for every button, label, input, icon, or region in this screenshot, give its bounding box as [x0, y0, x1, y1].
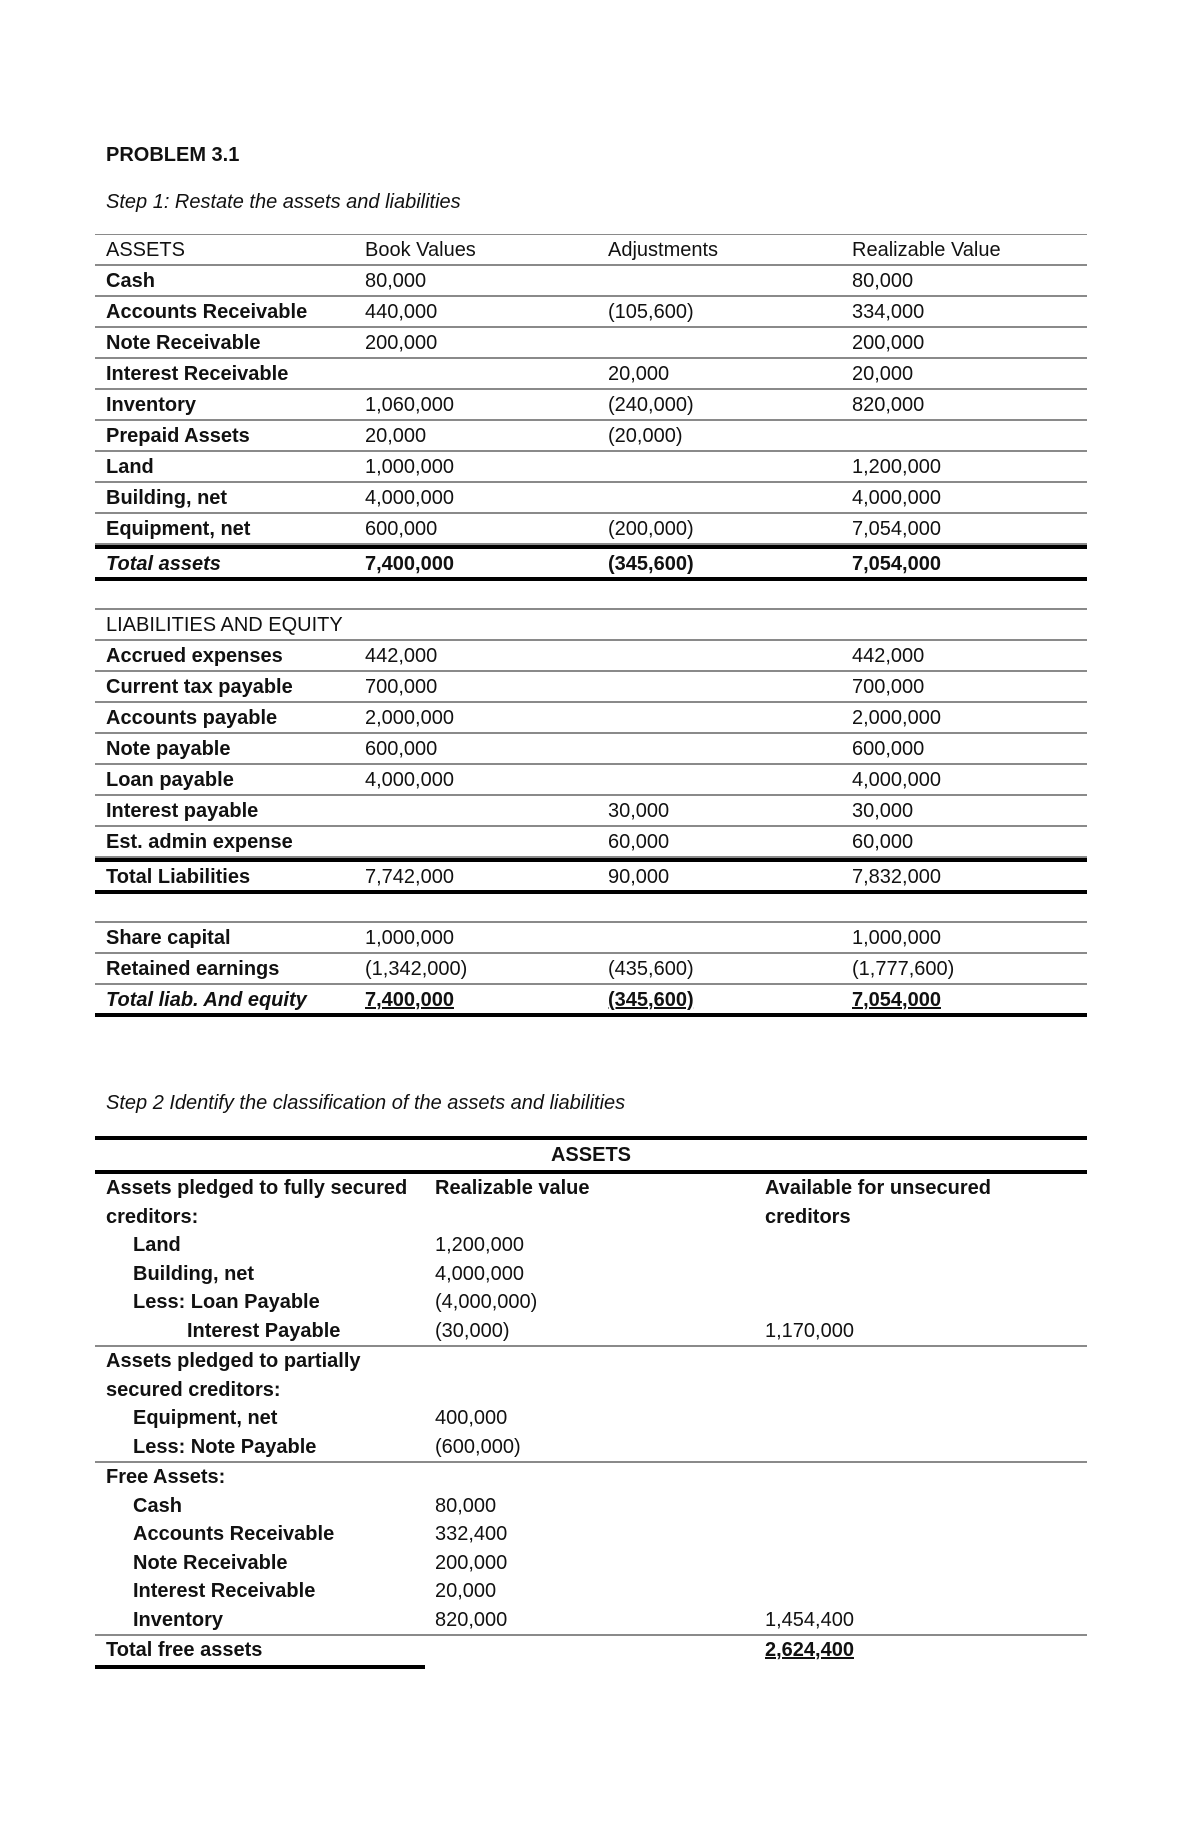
interest-payable-row [95, 1317, 1087, 1346]
free-asset-row [95, 1492, 1087, 1521]
col-header-realizable-value: Realizable Value [852, 239, 1001, 261]
total-liab-equity-book: 7,400,000 [365, 989, 454, 1011]
liability-row [95, 796, 1087, 827]
liability-realizable-value: 2,000,000 [852, 707, 941, 729]
equity-rows [95, 923, 1087, 985]
loan-payable-value: (4,000,000) [435, 1291, 538, 1313]
free-asset-label: Note Receivable [133, 1551, 288, 1574]
col-header-book-values: Book Values [365, 239, 476, 261]
liability-rows [95, 641, 1087, 858]
liability-row [95, 827, 1087, 858]
fully-secured-row-2 [95, 1203, 1087, 1232]
liability-book-value: 700,000 [365, 676, 438, 698]
liability-row [95, 641, 1087, 672]
liability-row [95, 765, 1087, 796]
liability-label: Accrued expenses [106, 645, 283, 667]
asset-label: Prepaid Assets [106, 425, 250, 447]
building-value: 4,000,000 [435, 1262, 524, 1285]
free-asset-value: 200,000 [435, 1551, 508, 1574]
asset-realizable-value: 200,000 [852, 332, 925, 354]
asset-realizable-value: 20,000 [852, 363, 914, 385]
asset-realizable-value: 1,200,000 [852, 456, 941, 478]
equipment-value: 400,000 [435, 1407, 508, 1429]
asset-row [95, 421, 1087, 452]
spacer-row [95, 894, 1087, 923]
asset-row [95, 328, 1087, 359]
equipment-row [95, 1404, 1087, 1433]
free-assets-header: Free Assets: [106, 1466, 226, 1488]
liability-adjustment: 60,000 [608, 831, 670, 853]
asset-row [95, 483, 1087, 514]
free-asset-row [95, 1577, 1087, 1606]
fully-secured-available: 1,170,000 [765, 1319, 854, 1342]
total-liabilities-realizable: 7,832,000 [852, 866, 941, 888]
equity-book-value: 1,000,000 [365, 927, 454, 949]
restated-balance-table [95, 234, 1087, 1017]
table-header-row [95, 235, 1087, 266]
liability-label: Current tax payable [106, 676, 293, 698]
liability-realizable-value: 700,000 [852, 676, 925, 698]
total-liabilities-book: 7,742,000 [365, 866, 454, 888]
asset-book-value: 20,000 [365, 425, 427, 447]
free-asset-label: Interest Receivable [133, 1580, 316, 1602]
partial-secured-row-2 [95, 1376, 1087, 1405]
total-liab-equity-row [95, 985, 1087, 1017]
asset-label: Accounts Receivable [106, 301, 308, 323]
asset-book-value: 200,000 [365, 332, 438, 354]
building-label: Building, net [133, 1262, 255, 1285]
asset-row [95, 514, 1087, 545]
total-liabilities-adjust: 90,000 [608, 866, 670, 888]
interest-payable-value: (30,000) [435, 1319, 510, 1342]
liability-adjustment: 30,000 [608, 800, 670, 822]
liability-label: Note payable [106, 738, 231, 760]
equity-realizable-value: 1,000,000 [852, 927, 941, 949]
liability-row [95, 703, 1087, 734]
building-row [95, 1260, 1087, 1289]
liability-book-value: 442,000 [365, 645, 438, 667]
problem-title: PROBLEM 3.1 [106, 144, 240, 166]
liability-realizable-value: 60,000 [852, 831, 914, 853]
liability-label: Accounts payable [106, 707, 278, 729]
asset-realizable-value: 820,000 [852, 394, 925, 416]
asset-row [95, 297, 1087, 328]
free-asset-value: 820,000 [435, 1608, 508, 1631]
free-asset-label: Accounts Receivable [133, 1523, 335, 1545]
step2-heading: Step 2 Identify the classification of the assets and liabilities [106, 1092, 626, 1114]
land-label: Land [133, 1234, 181, 1256]
asset-realizable-value: 7,054,000 [852, 518, 941, 540]
asset-rows [95, 266, 1087, 545]
free-assets-header-row [95, 1463, 1087, 1492]
total-liabilities-label: Total Liabilities [106, 866, 251, 888]
asset-book-value: 80,000 [365, 270, 427, 292]
liability-book-value: 4,000,000 [365, 769, 454, 791]
equipment-label: Equipment, net [133, 1407, 278, 1429]
fully-secured-label-2: creditors: [106, 1205, 199, 1228]
col-header-adjustments: Adjustments [608, 239, 719, 261]
liability-label: Loan payable [106, 769, 234, 791]
col-available-line1: Available for unsecured [765, 1177, 991, 1199]
asset-label: Inventory [106, 394, 197, 416]
liability-label: Est. admin expense [106, 831, 293, 853]
equity-book-value: (1,342,000) [365, 958, 468, 980]
total-liabilities-row [95, 858, 1087, 894]
liability-row [95, 672, 1087, 703]
asset-label: Building, net [106, 487, 228, 509]
total-liab-equity-realizable: 7,054,000 [852, 989, 941, 1011]
note-payable-row [95, 1433, 1087, 1462]
free-asset-available: 1,454,400 [765, 1608, 854, 1631]
liabilities-header: LIABILITIES AND EQUITY [106, 614, 343, 636]
section-header-assets: ASSETS [550, 1144, 632, 1166]
fully-secured-label: Assets pledged to fully secured [106, 1177, 408, 1199]
partial-secured-label-2: secured creditors: [106, 1378, 281, 1401]
total-free-underline [95, 1665, 425, 1669]
asset-book-value: 600,000 [365, 518, 438, 540]
asset-adjustment: (240,000) [608, 394, 694, 416]
free-asset-value: 80,000 [435, 1494, 497, 1517]
asset-row [95, 452, 1087, 483]
spacer-row [95, 581, 1087, 610]
asset-label: Interest Receivable [106, 363, 289, 385]
free-asset-value: 332,400 [435, 1523, 508, 1545]
asset-book-value: 1,000,000 [365, 456, 454, 478]
total-free-assets-row [95, 1636, 1087, 1665]
asset-label: Equipment, net [106, 518, 251, 540]
partial-secured-row [95, 1347, 1087, 1376]
free-asset-row [95, 1549, 1087, 1578]
liability-realizable-value: 442,000 [852, 645, 925, 667]
liability-row [95, 734, 1087, 765]
equity-adjustment: (435,600) [608, 958, 694, 980]
free-asset-label: Inventory [133, 1608, 224, 1631]
note-payable-value: (600,000) [435, 1435, 521, 1458]
free-asset-row [95, 1606, 1087, 1635]
total-assets-row [95, 545, 1087, 581]
classification-table [95, 1136, 1087, 1669]
total-free-assets-label: Total free assets [106, 1639, 263, 1661]
free-asset-rows [95, 1492, 1087, 1635]
asset-realizable-value: 80,000 [852, 270, 914, 292]
asset-label: Note Receivable [106, 332, 261, 354]
liability-realizable-value: 4,000,000 [852, 769, 941, 791]
total-liab-equity-adjust: (345,600) [608, 989, 694, 1011]
asset-label: Land [106, 456, 154, 478]
asset-row [95, 359, 1087, 390]
asset-row [95, 390, 1087, 421]
liability-book-value: 600,000 [365, 738, 438, 760]
fully-secured-row [95, 1174, 1087, 1203]
equity-row [95, 923, 1087, 954]
loan-payable-row [95, 1288, 1087, 1317]
asset-adjustment: (200,000) [608, 518, 694, 540]
liabilities-header-row [95, 610, 1087, 641]
asset-label: Cash [106, 270, 155, 292]
asset-row [95, 266, 1087, 297]
asset-adjustment: (105,600) [608, 301, 694, 323]
equity-realizable-value: (1,777,600) [852, 958, 955, 980]
asset-realizable-value: 4,000,000 [852, 487, 941, 509]
col-header-assets: ASSETS [106, 239, 185, 261]
equity-row [95, 954, 1087, 985]
free-asset-row [95, 1520, 1087, 1549]
step1-heading: Step 1: Restate the assets and liabilities [106, 191, 461, 213]
total-assets-label: Total assets [106, 553, 221, 575]
asset-adjustment: 20,000 [608, 363, 670, 385]
total-free-assets-value: 2,624,400 [765, 1639, 854, 1661]
total-liab-equity-label: Total liab. And equity [106, 989, 307, 1011]
note-payable-label: Less: Note Payable [133, 1435, 317, 1458]
asset-book-value: 440,000 [365, 301, 438, 323]
free-asset-label: Cash [133, 1494, 182, 1517]
liability-book-value: 2,000,000 [365, 707, 454, 729]
loan-payable-label: Less: Loan Payable [133, 1291, 320, 1313]
total-assets-adjust: (345,600) [608, 553, 694, 575]
asset-book-value: 1,060,000 [365, 394, 454, 416]
section-header [95, 1140, 1087, 1170]
asset-adjustment: (20,000) [608, 425, 683, 447]
interest-payable-label: Interest Payable [187, 1319, 341, 1342]
total-assets-realizable: 7,054,000 [852, 553, 941, 575]
land-value: 1,200,000 [435, 1234, 524, 1256]
total-assets-book: 7,400,000 [365, 553, 454, 575]
liability-realizable-value: 600,000 [852, 738, 925, 760]
land-row [95, 1231, 1087, 1260]
col-realizable-value: Realizable value [435, 1177, 590, 1199]
asset-realizable-value: 334,000 [852, 301, 925, 323]
partial-secured-label: Assets pledged to partially [106, 1350, 361, 1372]
liability-label: Interest payable [106, 800, 259, 822]
equity-label: Retained earnings [106, 958, 280, 980]
col-available-line2: creditors [765, 1205, 851, 1228]
equity-label: Share capital [106, 927, 231, 949]
liability-realizable-value: 30,000 [852, 800, 914, 822]
free-asset-value: 20,000 [435, 1580, 497, 1602]
asset-book-value: 4,000,000 [365, 487, 454, 509]
